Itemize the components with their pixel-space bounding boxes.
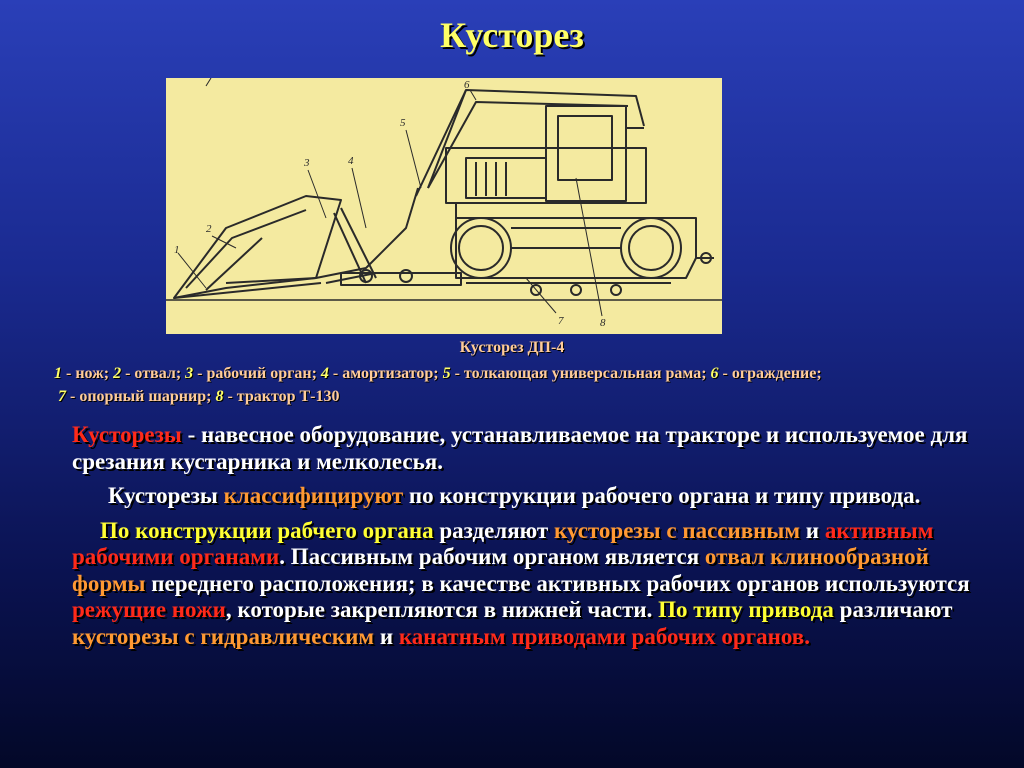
legend-text: - амортизатор; <box>328 365 443 382</box>
legend-num: 8 <box>215 388 224 405</box>
paragraph-types <box>72 518 972 651</box>
legend-text: - толкающая универсальная рама; <box>450 365 711 382</box>
text-run: по конструкции рабочего органа и типу привода. <box>403 483 921 508</box>
legend-text: - отвал; <box>121 365 186 382</box>
text-run: канатным приводами рабочих органов. <box>398 623 810 649</box>
callout-5: 5 <box>400 117 406 129</box>
paragraph-definition <box>72 422 972 475</box>
text-run: - навесное оборудование, устанавливаемое на тракторе и используемое для срезания кустарника и мелколесья. <box>72 422 968 474</box>
text-run: активным рабочими органами <box>72 517 934 569</box>
legend-text: - нож; <box>62 365 114 382</box>
legend-text: - ограждение; <box>718 365 822 382</box>
callout-1: 1 <box>174 244 180 256</box>
text-run: классифицируют <box>223 483 404 508</box>
callout-4: 4 <box>348 155 354 167</box>
text-run: отвал клинообразной формы <box>72 544 929 596</box>
legend-num: 2 <box>113 365 122 382</box>
text-run: и <box>800 517 825 543</box>
text-run: Кусторезы <box>108 483 224 508</box>
text-run: и <box>374 623 399 649</box>
legend-text: - опорный шарнир; <box>66 388 216 405</box>
text-run: . Пассивным рабочим органом является <box>279 544 705 569</box>
legend-text: - трактор Т-130 <box>223 388 340 405</box>
paragraph-classification <box>72 483 972 510</box>
text-run: Кусторезы <box>72 422 188 447</box>
text-run: режущие ножи <box>72 597 226 622</box>
text-run: различают <box>833 597 953 622</box>
text-run: кусторезы с пассивным <box>553 517 801 543</box>
figure-legend <box>54 362 1024 408</box>
legend-num: 5 <box>442 365 451 382</box>
slide-body <box>72 422 972 650</box>
legend-num: 1 <box>54 365 62 382</box>
text-run: переднего расположения; в качестве активных рабочих органов используются <box>145 570 970 596</box>
callout-3: 3 <box>304 157 310 169</box>
text-run: , которые закрепляются в нижней части. <box>225 597 659 622</box>
text-run: По типу привода <box>658 597 834 622</box>
callout-8: 8 <box>600 317 606 329</box>
callout-6: 6 <box>464 79 470 91</box>
callout-2: 2 <box>206 223 212 235</box>
figure-caption-title: Кусторез ДП-4 <box>459 339 565 356</box>
legend-line-1 <box>54 362 1024 385</box>
bulldozer-figure <box>166 78 722 334</box>
legend-num: 4 <box>320 365 329 382</box>
callout-7: 7 <box>558 315 564 327</box>
bush-cutter-drawing <box>166 78 722 334</box>
text-run: разделяют <box>433 517 554 543</box>
legend-num: 3 <box>185 365 194 382</box>
legend-num: 7 <box>58 388 66 405</box>
legend-text: - рабочий орган; <box>193 365 321 382</box>
legend-num: 6 <box>710 365 719 382</box>
text-run: По конструкции рабчего органа <box>100 517 434 543</box>
slide-title: Кусторез <box>440 15 584 55</box>
text-run: кусторезы с гидравлическим <box>72 623 375 649</box>
legend-line-2 <box>54 385 1024 408</box>
